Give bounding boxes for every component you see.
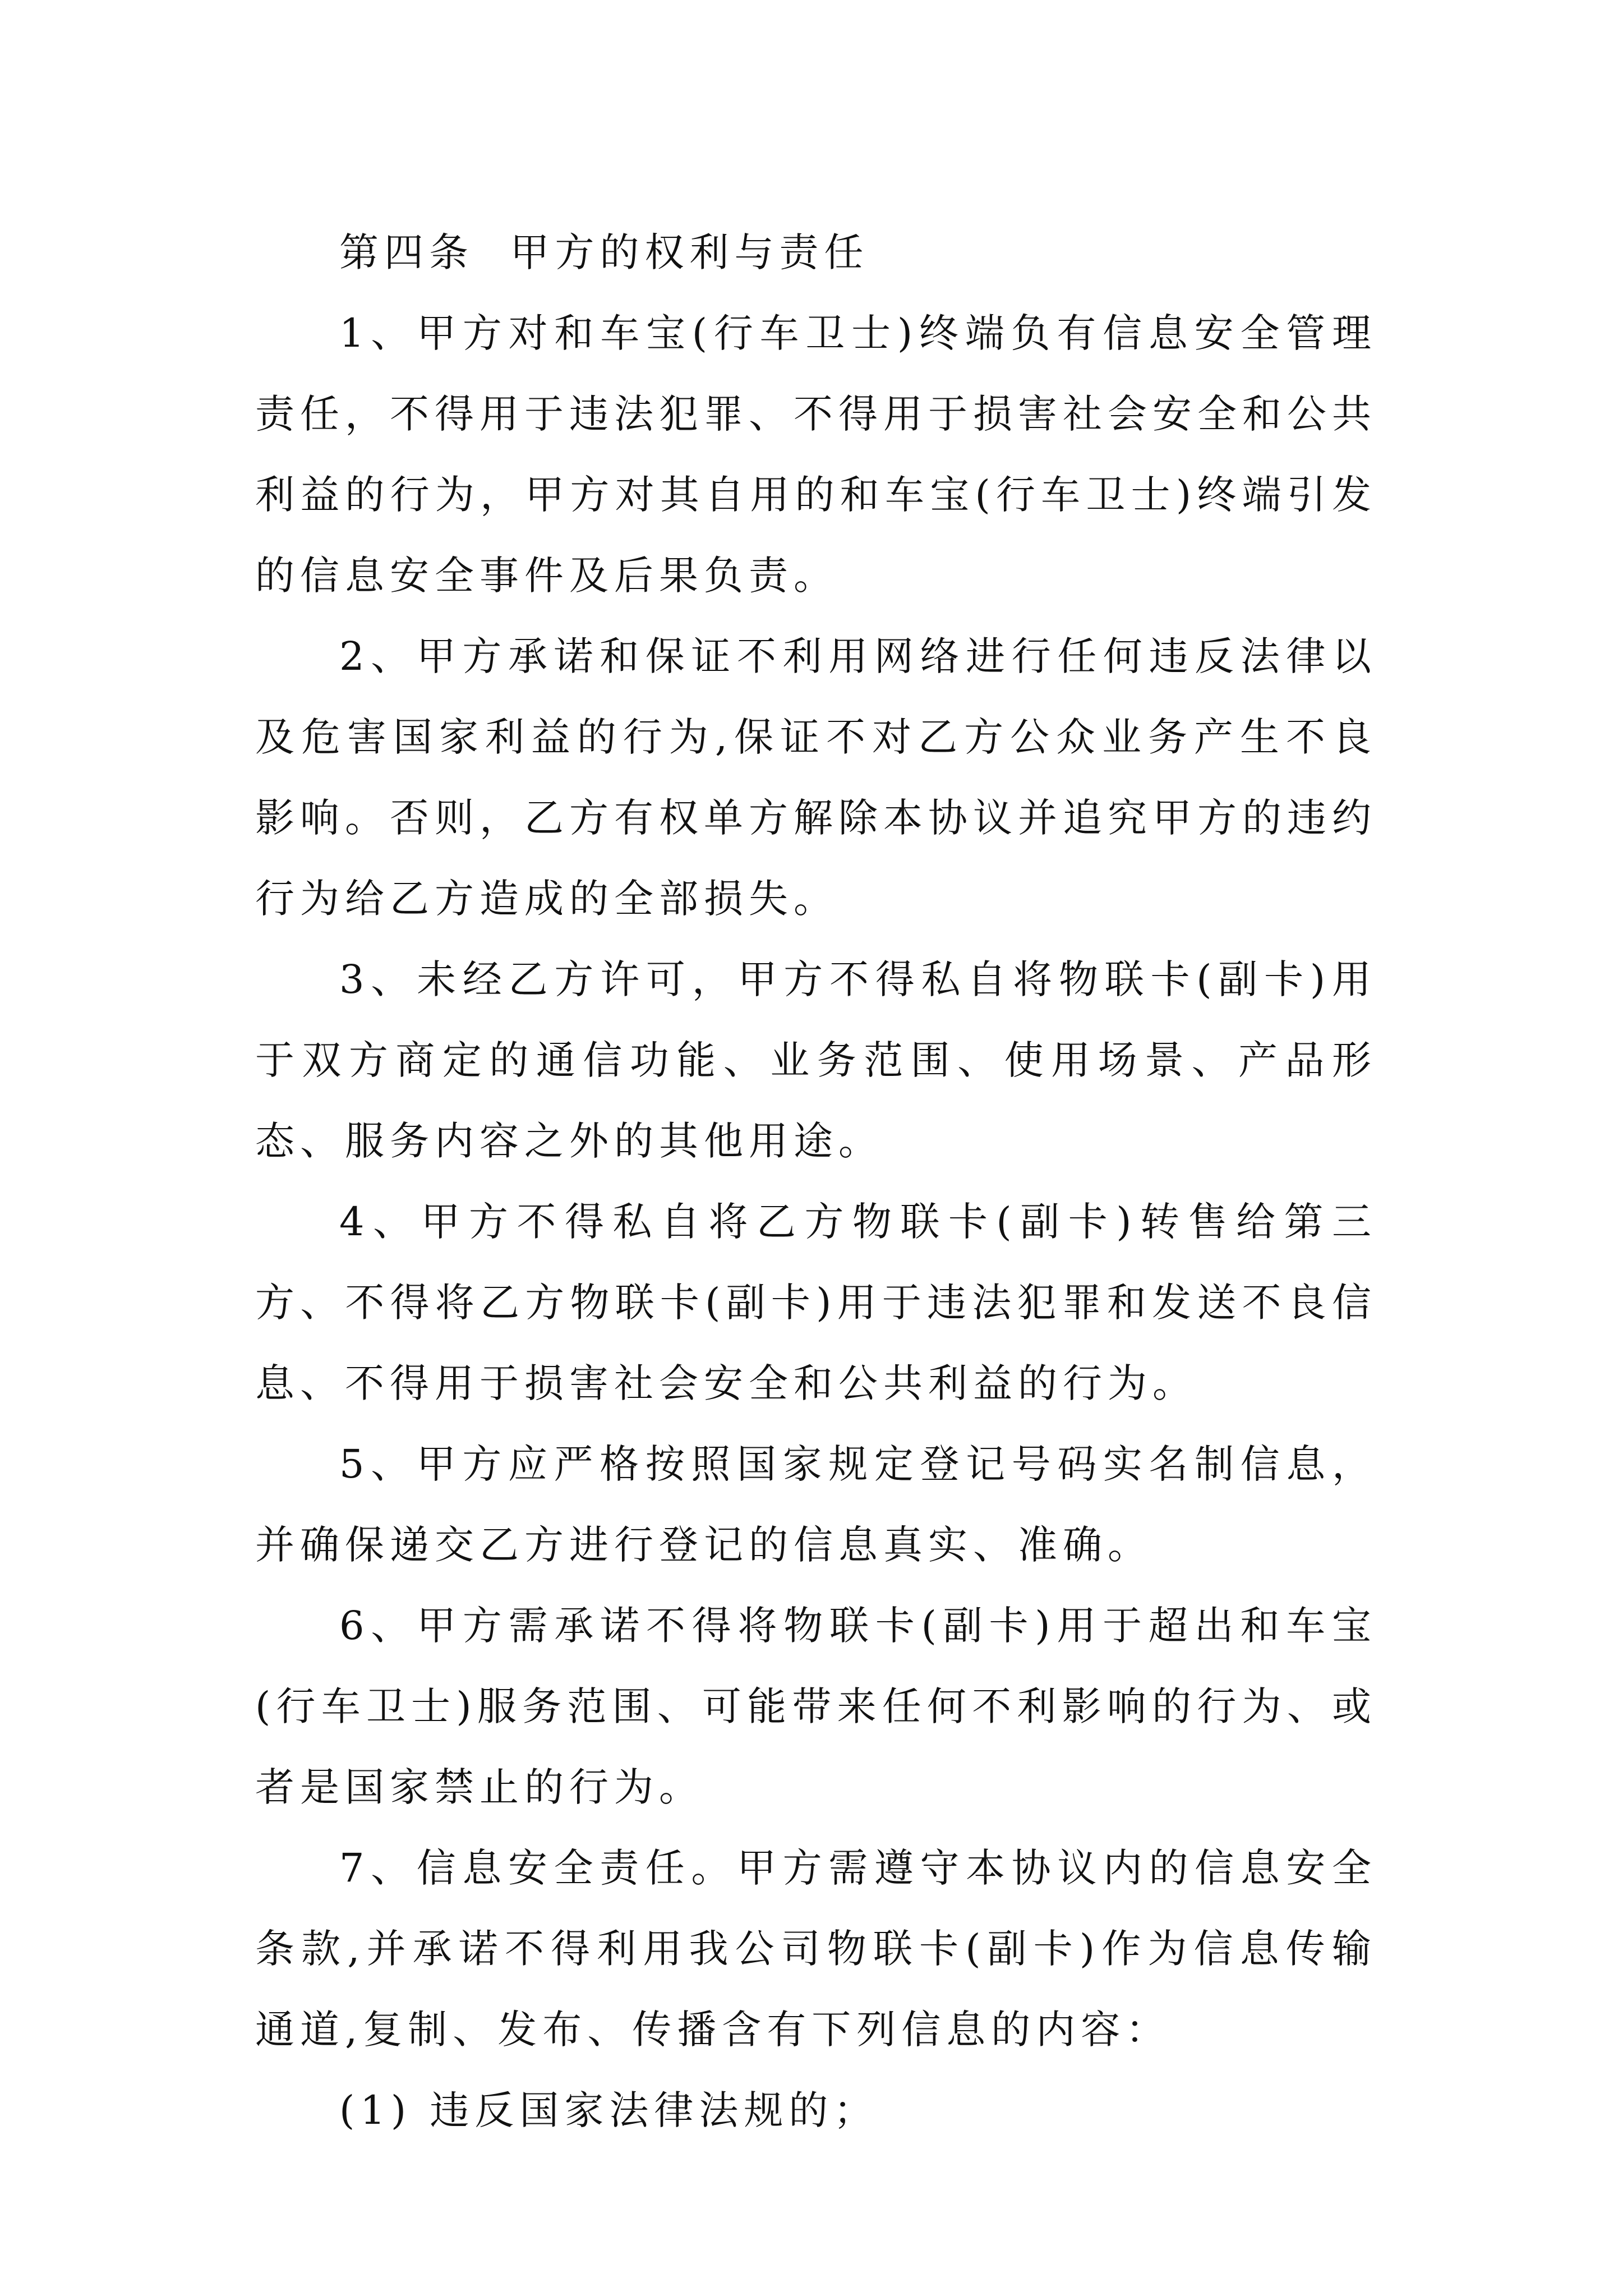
- paragraph-3: 3、未经乙方许可，甲方不得私自将物联卡(副卡)用于双方商定的通信功能、业务范围、使用场景、产品形态、服务内容之外的其他用途。: [255, 956, 1377, 1164]
- paragraph-7: 7、信息安全责任。甲方需遵守本协议内的信息安全条款,并承诺不得利用我公司物联卡(副卡)作为信息传输通道,复制、发布、传播含有下列信息的内容：: [255, 1845, 1377, 2053]
- document-body: [255, 212, 1377, 2151]
- paragraph-6: 6、甲方需承诺不得将物联卡(副卡)用于超出和车宝(行车卫士)服务范围、可能带来任何不利影响的行为、或者是国家禁止的行为。: [255, 1603, 1377, 1810]
- paragraph-1: 1、甲方对和车宝(行车卫士)终端负有信息安全管理责任，不得用于违法犯罪、不得用于损害社会安全和公共利益的行为，甲方对其自用的和车宝(行车卫士)终端引发的信息安全事件及后果负责。: [255, 310, 1377, 599]
- list-item-1: (1) 违反国家法律法规的；: [339, 2087, 879, 2133]
- article-heading: 第四条 甲方的权利与责任: [339, 229, 869, 275]
- paragraph-2: 2、甲方承诺和保证不利用网络进行任何违反法律以及危害国家利益的行为,保证不对乙方公众业务产生不良影响。否则，乙方有权单方解除本协议并追究甲方的违约行为给乙方造成的全部损失。: [255, 633, 1377, 922]
- paragraph-5: 5、甲方应严格按照国家规定登记号码实名制信息，并确保递交乙方进行登记的信息真实、准确。: [255, 1441, 1377, 1568]
- paragraph-4: 4、甲方不得私自将乙方物联卡(副卡)转售给第三方、不得将乙方物联卡(副卡)用于违法犯罪和发送不良信息、不得用于损害社会安全和公共利益的行为。: [255, 1199, 1377, 1406]
